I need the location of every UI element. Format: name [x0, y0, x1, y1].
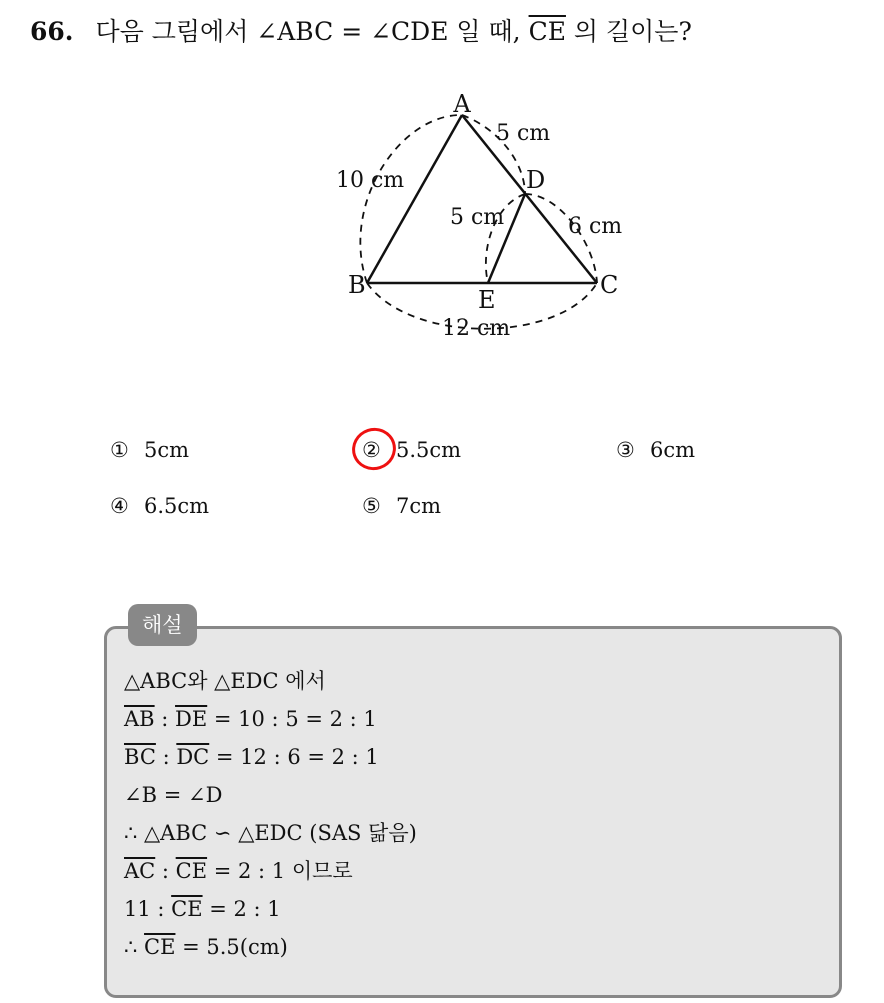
length-de: 5 cm — [450, 205, 505, 230]
label-c: C — [600, 271, 619, 299]
label-b: B — [348, 271, 366, 299]
triangle-figure — [320, 84, 640, 346]
solution-line-3: $\overline{BC}$ : $\overline{DC} = 12$ : 6 = 2 : 1 — [124, 745, 379, 769]
label-a: A — [453, 90, 471, 118]
solution-line-5: ∴ △ABC ∽ △EDC (SAS 닮음) — [124, 821, 417, 845]
solution-tab: 해설 — [128, 604, 197, 646]
length-bc: 12 cm — [442, 316, 511, 341]
segment-ce: $\overline{CE}$ — [528, 17, 566, 46]
solution-line-1: △ABC와 △EDC 에서 — [124, 669, 326, 693]
question-number: 66. — [30, 17, 74, 46]
choice-2[interactable]: ② 5.5cm — [362, 438, 462, 462]
choice-3[interactable]: ③ 6cm — [616, 438, 696, 462]
solution-line-6: $\overline{AC}$ : $\overline{CE} = 2$ : 1 이므로 — [124, 859, 353, 883]
solution-lines — [124, 662, 417, 966]
triangle-lines — [367, 115, 597, 283]
vertex-labels — [348, 90, 618, 314]
choice-4[interactable]: ④ 6.5cm — [110, 494, 210, 518]
solution-line-2: $\overline{AB}$ : $\overline{DE} = 10$ : 5 = 2 : 1 — [124, 707, 377, 731]
segment-ab-line — [367, 115, 462, 283]
answer-circle-mark — [347, 422, 402, 476]
length-ab: 10 cm — [336, 168, 405, 193]
length-dc: 6 cm — [568, 214, 623, 239]
solution-line-8: ∴ $\overline{CE} = 5.5(cm)$ — [124, 935, 288, 959]
label-e: E — [478, 286, 496, 314]
question-header — [30, 14, 692, 50]
choice-1[interactable]: ① 5cm — [110, 438, 190, 462]
length-ad: 5 cm — [496, 121, 551, 146]
solution-line-7: 11 : $\overline{CE} = 2$ : 1 — [124, 897, 281, 921]
question-text: 다음 그림에서 ∠ABC = ∠CDE 일 때, $\overline{CE}$ 의 길이는? — [95, 17, 692, 46]
label-d: D — [526, 166, 546, 194]
solution-line-4: ∠B = ∠D — [124, 783, 223, 807]
choice-5[interactable]: ⑤ 7cm — [362, 494, 442, 518]
